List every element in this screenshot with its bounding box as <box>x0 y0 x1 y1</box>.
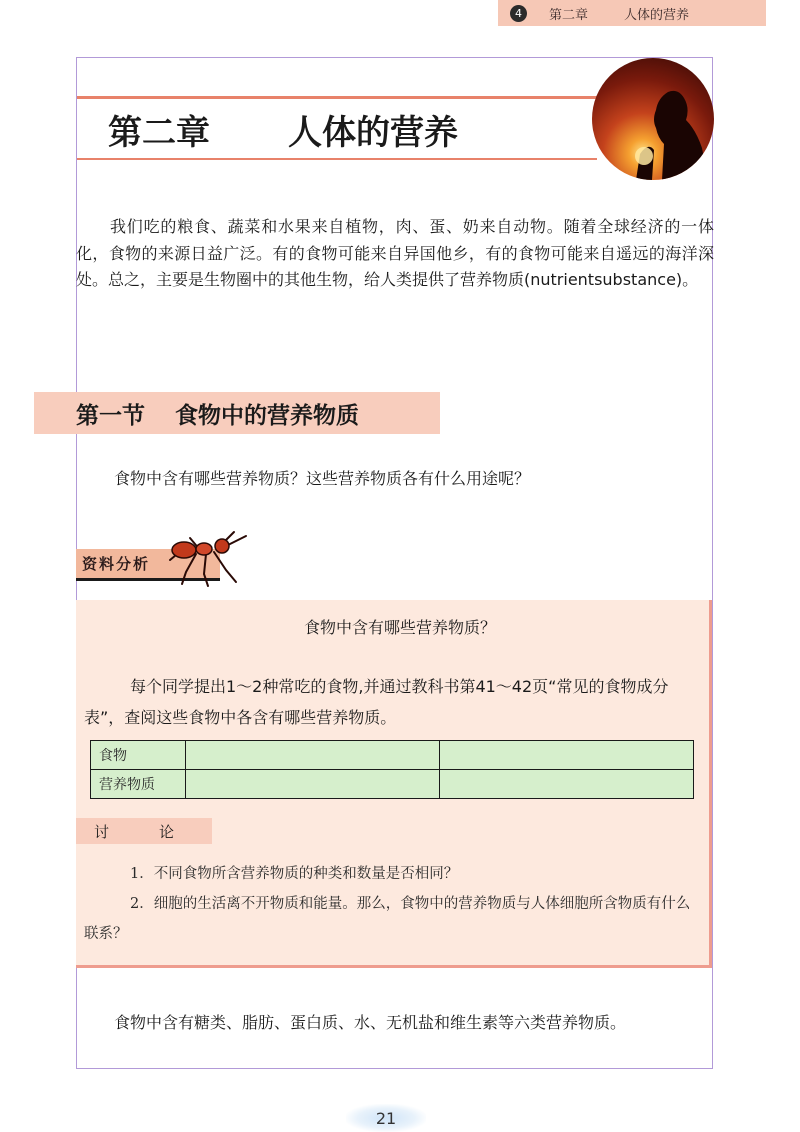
section-label: 第一节 <box>76 402 145 429</box>
chapter-label: 第二章 <box>108 112 210 153</box>
chapter-number-badge: 4 <box>510 5 527 22</box>
discussion-item: 2．细胞的生活离不开物质和能量。那么，食物中的营养物质与人体细胞所含物质有什么联系？ <box>84 896 691 942</box>
discussion-label-part: 论 <box>159 822 175 841</box>
table-cell[interactable] <box>186 770 440 799</box>
table-cell[interactable] <box>440 741 694 770</box>
food-nutrient-table <box>90 740 694 799</box>
chapter-title: 人体的营养 <box>288 112 458 153</box>
running-header-chapter: 第二章 <box>549 7 589 23</box>
conclusion-text: 食物中含有糖类、脂肪、蛋白质、水、无机盐和维生素等六类营养物质。 <box>114 1013 627 1032</box>
running-header-title: 人体的营养 <box>624 7 690 23</box>
ant-icon <box>160 524 256 588</box>
chapter-heading <box>108 104 458 154</box>
discussion-item: 1．不同食物所含营养物质的种类和数量是否相同？ <box>130 866 459 882</box>
running-header <box>498 0 766 26</box>
sunset-silhouette-image <box>592 58 714 180</box>
table-row-label: 食物 <box>91 741 186 770</box>
chapter-rule-bottom <box>77 158 597 160</box>
silhouette-illustration <box>592 58 714 180</box>
table-row <box>91 770 694 799</box>
section-title: 食物中的营养物质 <box>175 402 359 429</box>
table-cell[interactable] <box>186 741 440 770</box>
table-row <box>91 741 694 770</box>
page-number: 21 <box>346 1104 426 1132</box>
data-analysis-tag: 资料分析 <box>76 549 220 581</box>
discussion-label-part: 讨 <box>94 822 110 841</box>
activity-instruction: 每个同学提出1～2种常吃的食物,并通过教科书第41～42页“常见的食物成分表”，查阅这些食物中各含有哪些营养物质。 <box>84 677 669 727</box>
table-cell[interactable] <box>440 770 694 799</box>
intro-paragraph: 我们吃的粮食、蔬菜和水果来自植物，肉、蛋、奶来自动物。随着全球经济的一体化，食物的来源日益广泛。有的食物可能来自异国他乡，有的食物可能来自遥远的海洋深处。总之，主要是生物圈中的其他生物，给人类提供了营养物质(nutrientsubstance)。 <box>76 217 714 289</box>
table-row-label: 营养物质 <box>91 770 186 799</box>
section-heading <box>76 392 359 434</box>
chapter-rule-top <box>77 96 597 99</box>
activity-title: 食物中含有哪些营养物质？ <box>303 618 496 637</box>
section-question: 食物中含有哪些营养物质？这些营养物质各有什么用途呢？ <box>114 469 531 488</box>
discussion-label <box>76 818 212 844</box>
